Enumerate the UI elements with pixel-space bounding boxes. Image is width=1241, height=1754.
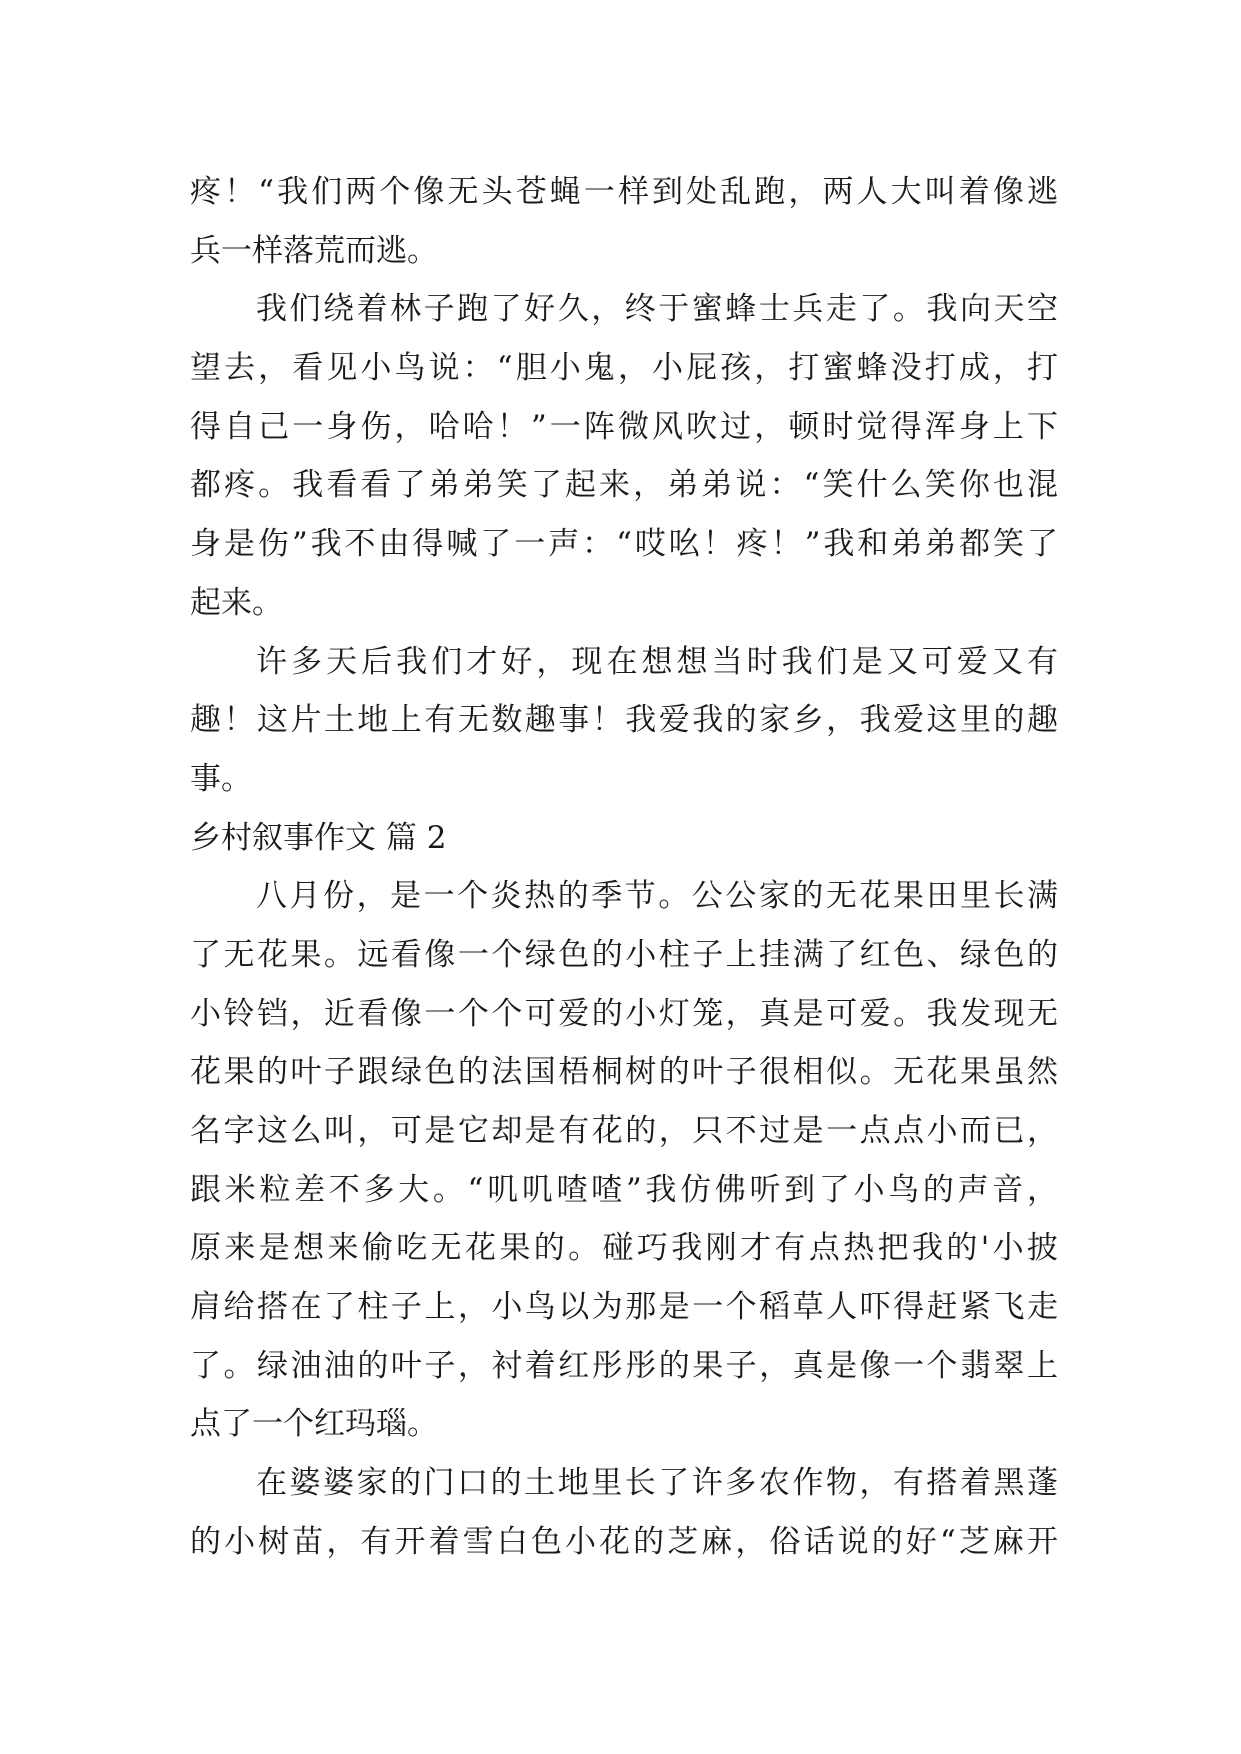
text-line: 事。 bbox=[190, 760, 252, 797]
text-line: 原来是想来偷吃无花果的。碰巧我刚才有点热把我的'小披 bbox=[190, 1230, 1058, 1267]
essay-text bbox=[190, 163, 1058, 1572]
text-line: 花果的叶子跟绿色的法国梧桐树的叶子很相似。无花果虽然 bbox=[190, 1054, 1058, 1091]
text-line: 跟米粒差不多大。“叽叽喳喳”我仿佛听到了小鸟的声音， bbox=[190, 1171, 1058, 1208]
text-line: 身是伤”我不由得喊了一声：“哎吆！疼！”我和弟弟都笑了 bbox=[190, 526, 1058, 563]
text-line: 肩给搭在了柱子上，小鸟以为那是一个稻草人吓得赶紧飞走 bbox=[190, 1289, 1058, 1326]
text-line: 疼！“我们两个像无头苍蝇一样到处乱跑，两人大叫着像逃 bbox=[190, 174, 1058, 210]
text-line: 了无花果。远看像一个绿色的小柱子上挂满了红色、绿色的 bbox=[190, 936, 1058, 973]
text-line: 得自己一身伤，哈哈！”一阵微风吹过，顿时觉得浑身上下 bbox=[190, 408, 1058, 445]
text-line: 都疼。我看看了弟弟笑了起来，弟弟说：“笑什么笑你也混 bbox=[190, 467, 1058, 504]
section-heading: 乡村叙事作文 篇 2 bbox=[190, 819, 447, 856]
text-line: 点了一个红玛瑙。 bbox=[190, 1406, 438, 1443]
text-line: 许多天后我们才好，现在想想当时我们是又可爱又有 bbox=[256, 643, 1058, 680]
text-line: 在婆婆家的门口的土地里长了许多农作物，有搭着黑蓬 bbox=[256, 1465, 1058, 1502]
text-line: 八月份，是一个炎热的季节。公公家的无花果田里长满 bbox=[256, 878, 1058, 915]
text-line: 名字这么叫，可是它却是有花的，只不过是一点点小而已， bbox=[190, 1113, 1058, 1149]
text-line: 起来。 bbox=[190, 584, 283, 621]
text-line: 趣！这片土地上有无数趣事！我爱我的家乡，我爱这里的趣 bbox=[190, 702, 1058, 739]
text-line: 了。绿油油的叶子，衬着红彤彤的果子，真是像一个翡翠上 bbox=[190, 1347, 1058, 1384]
text-line: 兵一样落荒而逃。 bbox=[190, 232, 438, 269]
text-line: 的小树苗，有开着雪白色小花的芝麻，俗话说的好“芝麻开 bbox=[190, 1523, 1058, 1560]
text-line: 我们绕着林子跑了好久，终于蜜蜂士兵走了。我向天空 bbox=[256, 291, 1058, 328]
text-line: 望去，看见小鸟说：“胆小鬼，小屁孩，打蜜蜂没打成，打 bbox=[190, 350, 1058, 387]
text-line: 小铃铛，近看像一个个可爱的小灯笼，真是可爱。我发现无 bbox=[190, 995, 1058, 1032]
